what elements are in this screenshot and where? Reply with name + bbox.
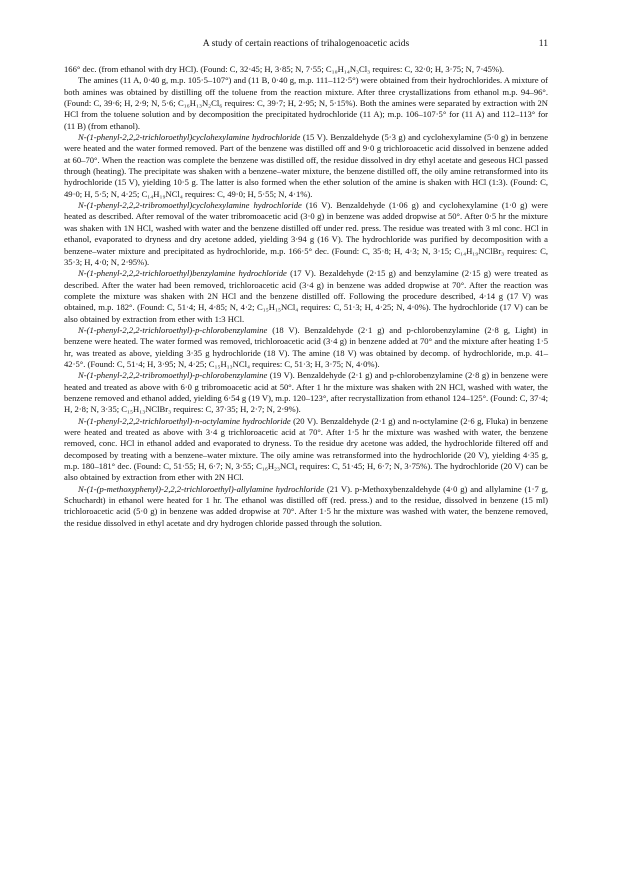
- paragraph: N-(1-phenyl-2,2,2-trichloroethyl)-n-octylamine hydrochloride (20 V). Benzaldehyde (2·1 g) and n-octylamine (2·6 g, Fluka) in benzene were heated and treated as above with 3·4 g trichloroacetic acid at 70°. After 1·5 hr the mixture was washed with water, the benzene removed, conc. HCl in ethanol added and evaporated to dryness. To the residue dry acetone was added, the hydrochloride filtered off and decomposed by treating with a benzene–water mixture. The oily amine was retransformed into the hydrochloride (20 V), yielding 4·35 g, m.p. 180–181° dec. (Found: C, 51·55; H, 6·7; N, 3·55; C₁₆H₂₃NCl₄ requires: C, 51·45; H, 6·7; N, 3·75%). The hydrochloride (20 V) can be also obtained by extraction from ether with 2N HCl.: [64, 415, 548, 483]
- compound-name: N-(1-phenyl-2,2,2-trichloroethyl)-p-chlorobenzylamine: [78, 324, 268, 335]
- compound-name: N-(1-phenyl-2,2,2-trichloroethyl)cyclohexylamine hydrochloride: [78, 132, 301, 143]
- paragraph: N-(1-phenyl-2,2,2-trichloroethyl)-p-chlorobenzylamine (18 V). Benzaldehyde (2·1 g) and p-chlorobenzylamine (2·8 g, Light) in benzene were heated. The water formed was removed, trichloroacetic acid (3·4 g) in benzene added at 70° and the mixture after heating 1·5 hr, was treated as above, yielding 3·35 g hydrochloride (18 V). The amine (18 V) was obtained by decomp. of hydrochloride, m.p. 41–42·5°. (Found: C, 51·4; H, 3·95; N, 4·25; C₁₅H₁₃NCl₄ requires: C, 51·3; H, 3·75; N, 4·0%).: [64, 324, 548, 369]
- compound-name: N-(1-phenyl-2,2,2-tribromoethyl)cyclohexylamine hydrochloride: [78, 200, 302, 211]
- running-header: [64, 38, 548, 52]
- paragraph: The amines (11 A, 0·40 g, m.p. 105·5–107°) and (11 B, 0·40 g, m.p. 111–112·5°) were obtained from their hydrochlorides. A mixture of both amines was obtained by distilling off the toluene from the reaction mixture. After three crystallizations from ethanol m.p. 94–96°. (Found: C, 39·6; H, 2·9; N, 5·6; C₁₆H₁₃N₂Cl₆ requires: C, 39·7; H, 2·95; N, 5·15%). Both the amines were separated by extraction with 2N HCl from the toluene solution and by decomposition the precipitated hydrochloride (11 A); m.p. 106–107·5° for (11 A) and 112–113° for (11 B) (from ethanol).: [64, 75, 548, 131]
- page-number: 11: [538, 38, 548, 49]
- paragraph: N-(1-phenyl-2,2,2-tribromoethyl)-p-chlorobenzylamine (19 V). Benzaldehyde (2·1 g) and p-chlorobenzylamine (2·8 g) in benzene were heated and treated as above with 6·0 g tribromoacetic acid at 50°. After 1 hr the mixture was shaken with 2N HCl, washed with water, the benzene removed and ethanol added, yielding 6·54 g (19 V), m.p. 120–123°, after recrystallization from ethanol 124–125°. (Found: C, 37·4; H, 2·8; N, 3·35; C₁₅H₁₃NClBr₃ requires: C, 37·35; H, 2·7; N, 2·9%).: [64, 370, 548, 415]
- page: [64, 38, 548, 529]
- paragraph: N-(1-phenyl-2,2,2-tribromoethyl)cyclohexylamine hydrochloride (16 V). Benzaldehyde (1·06 g) and cyclohexylamine (1·0 g) were heated as described. After removal of the water tribromoacetic acid (3·0 g) in benzene was added dropwise at 50°. After 0·5 hr the mixture was shaken with 1N HCl, washed with water and the benzene distilled off under red. press. The residue was treated with 3 ml conc. HCl in ethanol, evaporated to dryness and dry acetone added, yielding 3·94 g (16 V). The hydrochloride was purified by decomposition with a benzene–water mixture and precipitated as hydrochloride, m.p. 166·5° dec. (Found: C, 35·8; H, 4·3; N, 3·15; C₁₄H₁₉NClBr₃ requires: C, 35·3; H, 4·0; N, 2·95%).: [64, 200, 548, 267]
- paragraph: N-(1-phenyl-2,2,2-trichloroethyl)benzylamine hydrochloride (17 V). Bezaldehyde (2·15 g) and benzylamine (2·15 g) were treated as described. After the water had been removed, trichloroacetic acid (3·4 g) in benzene was added dropwise at 70°. After the reaction was complete the mixture was shaken with 2N HCl and the benzene distilled off. Following the procedure described, 4·14 g (17 V) was obtained, m.p. 182°. (Found: C, 51·4; H, 4·85; N, 4·2; C₁₅H₁₅NCl₄ requires: C, 51·3; H, 4·25; N, 4·0%). The hydrochloride (17 V) can be also obtained by extraction from ether with 1:3 HCl.: [64, 268, 548, 324]
- paragraph: N-(1-(p-methoxyphenyl)-2,2,2-trichloroethyl)-allylamine hydrochloride (21 V). p-Methoxybenzaldehyde (4·0 g) and allylamine (1·7 g, Schuchardt) in ethanol were heated for 1 hr. The ethanol was distilled off (red. press.) and to the residue, dissolved in benzene (15 ml) trichloroacetic acid (5·0 g) in benzene was added dropwise at 70°. After 1·5 hr the mixture was washed with water, the benzene removed, the residue dissolved in ethyl acetate and dry hydrogen chloride passed through the solution.: [64, 483, 548, 528]
- paragraph: N-(1-phenyl-2,2,2-trichloroethyl)cyclohexylamine hydrochloride (15 V). Benzaldehyde (5·3 g) and cyclohexylamine (5·0 g) in benzene were heated and the water formed removed. Part of the benzene was distilled off and 9·0 g trichloroacetic acid dissolved in benzene added at 60–70°. When the reaction was complete the benzene was distilled off, the residue dissolved in dry ethyl acetate and geseous HCl passed through (heating). The precipitate was shaken with a benzene–water mixture, the benzene distilled off, the oily amine retransformed into its hydrochloride (15 V), yielding 10·5 g. The latter is also formed when the ether solution of the amine is shaken with HCl (1:3). (Found: C, 49·0; H, 5·5; N, 4·25; C₁₄H₁₉NCl₄ requires: C, 49·0; H, 5·55; N, 4·1%).: [64, 132, 549, 199]
- compound-name: N-(1-phenyl-2,2,2-trichloroethyl)-n-octylamine hydrochloride: [78, 415, 291, 426]
- compound-name: N-(1-(p-methoxyphenyl)-2,2,2-trichloroethyl)-allylamine hydrochloride: [78, 483, 325, 494]
- running-title: A study of certain reactions of trihalogenoacetic acids: [202, 38, 410, 49]
- compound-name: N-(1-phenyl-2,2,2-trichloroethyl)benzylamine hydrochloride: [78, 268, 287, 279]
- compound-name: N-(1-phenyl-2,2,2-tribromoethyl)-p-chlorobenzylamine: [78, 370, 268, 381]
- paragraph: 166° dec. (from ethanol with dry HCl). (Found: C, 32·45; H, 3·85; N, 7·55; C₁₀H₁₄N₃Cl₃ requires: C, 32·0; H, 3·75; N, 7·45%).: [64, 64, 505, 74]
